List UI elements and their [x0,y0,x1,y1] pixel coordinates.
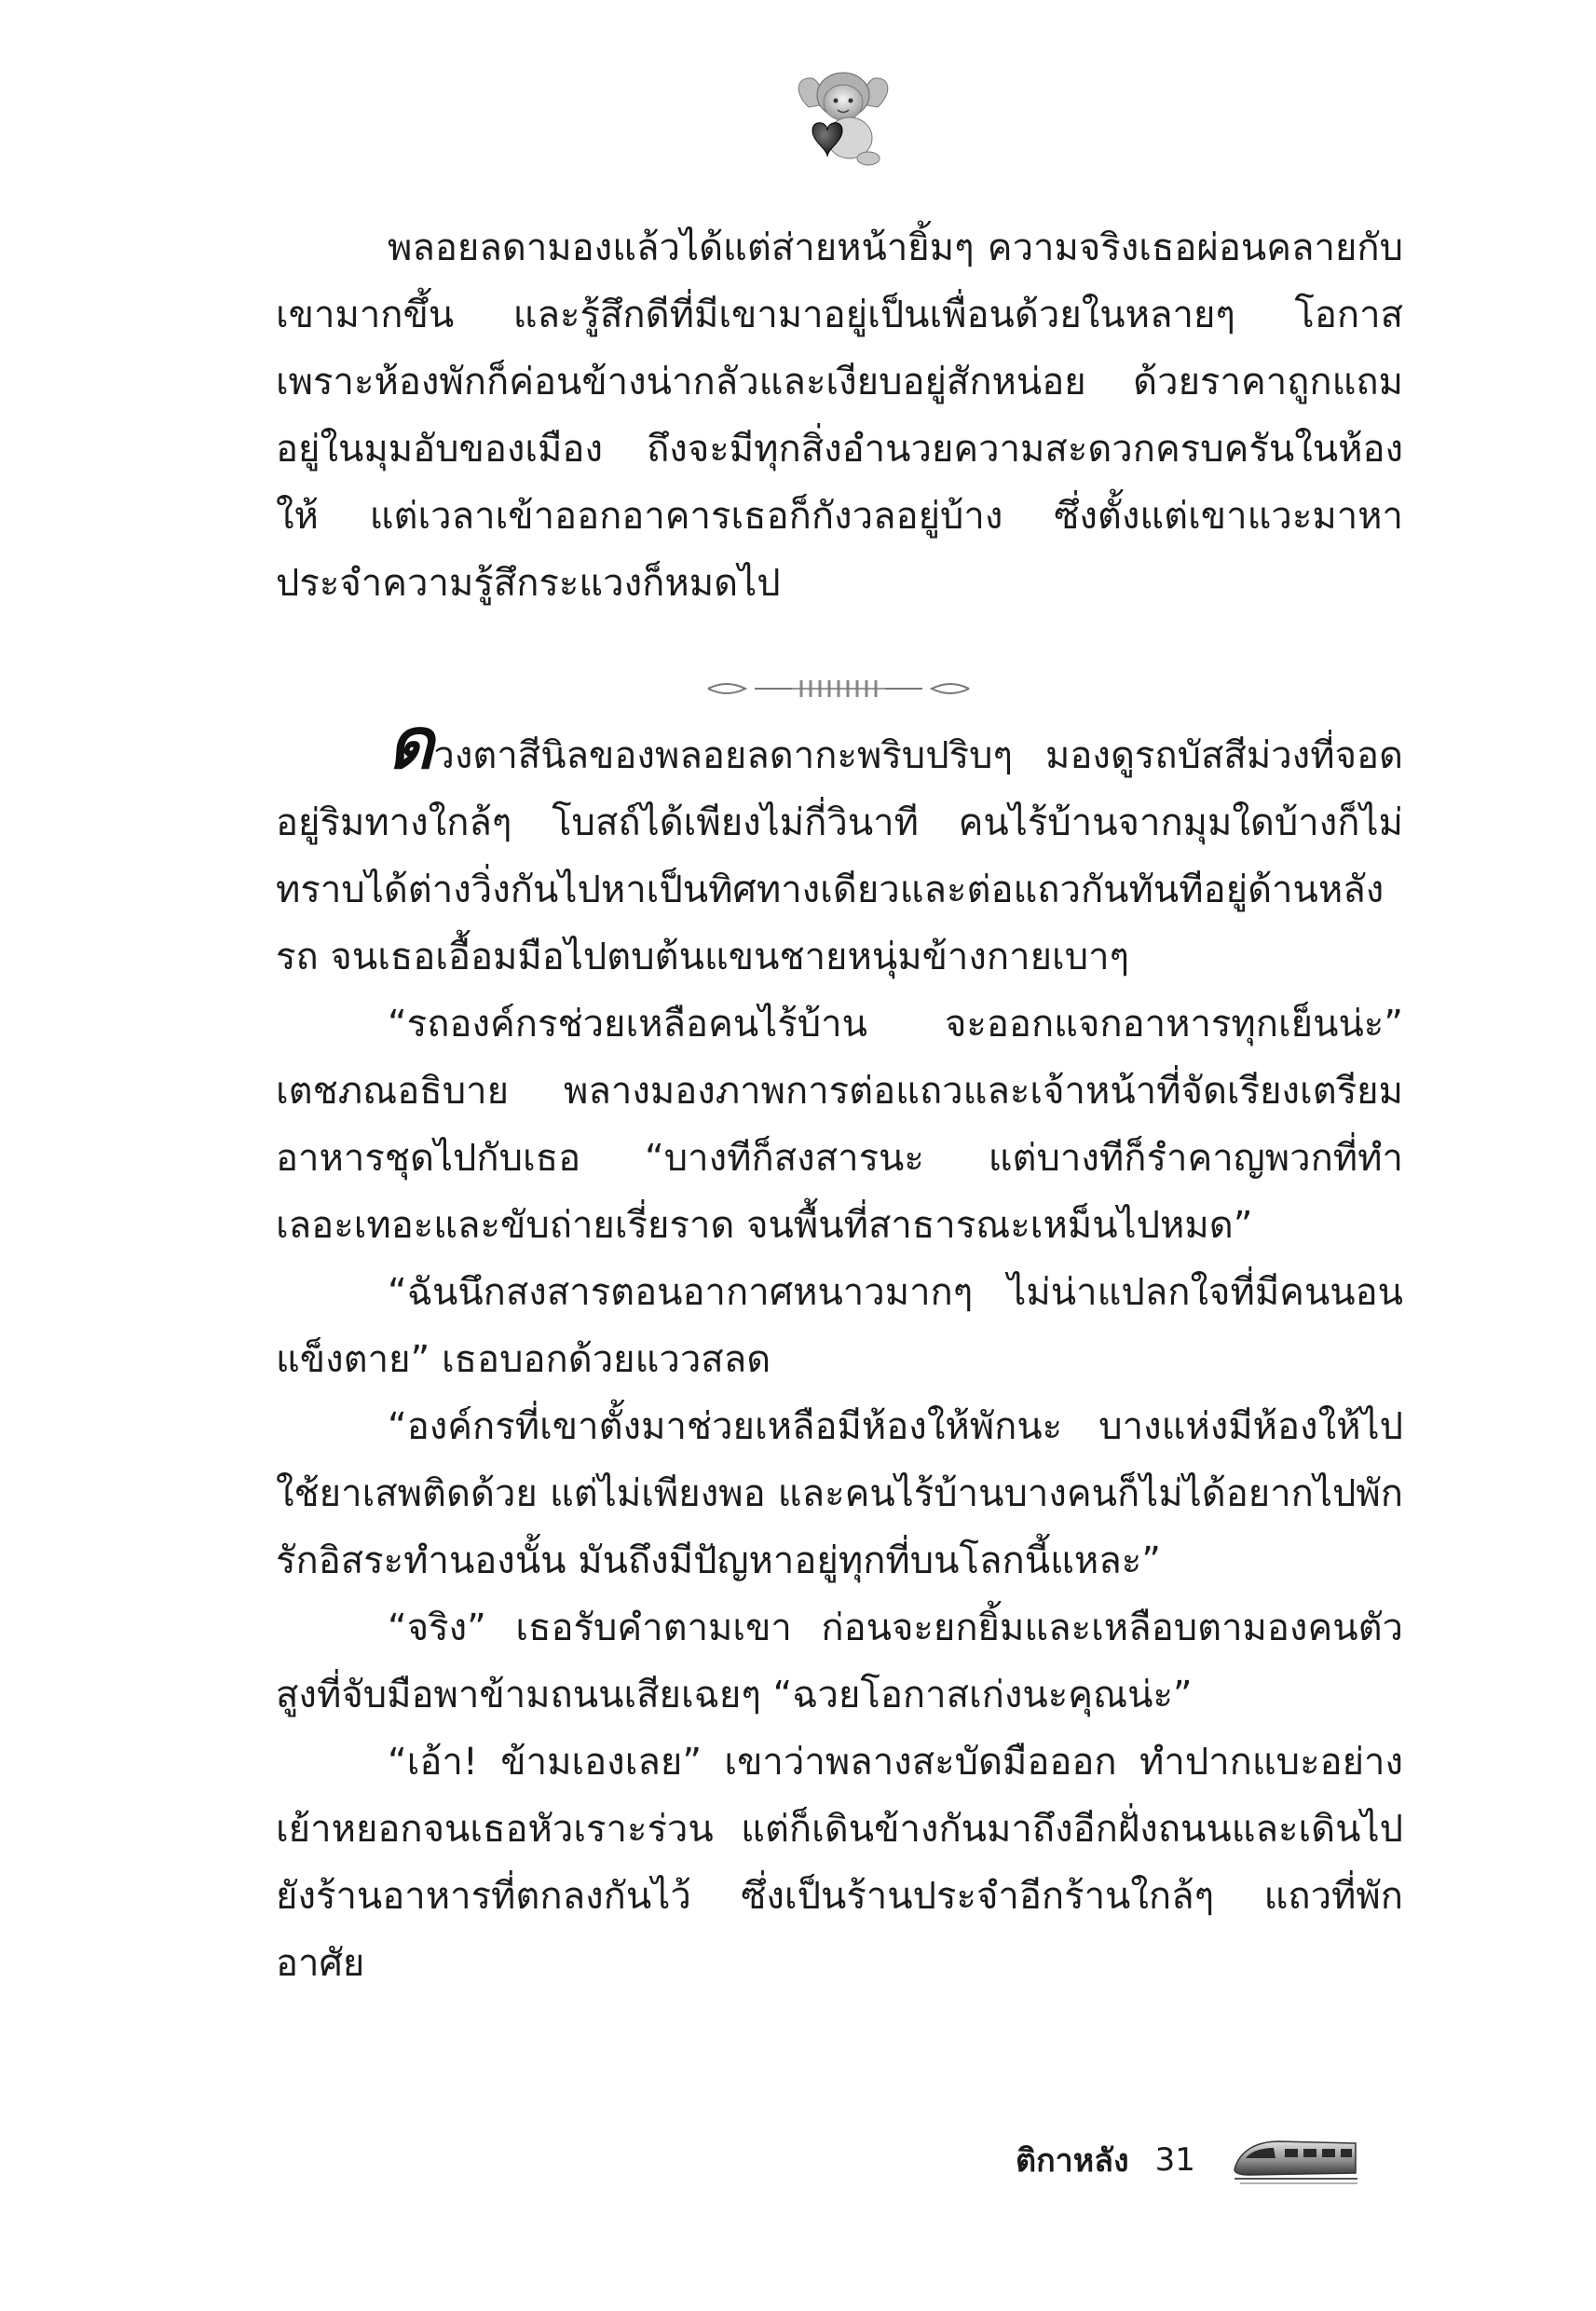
paragraph: “จริง” เธอรับคำตามเขา ก่อนจะยกยิ้มและเหลือบตามองคนตัวสูงที่จับมือพาข้ามถนนเสียเฉยๆ “ฉวยโอกาสเก่งนะคุณน่ะ” [276,1607,1403,1716]
page-number: 31 [1154,2141,1195,2179]
section-2 [276,702,1403,1997]
opening-paragraph [276,702,1403,991]
paragraph: “ฉันนึกสงสารตอนอากาศหนาวมากๆ ไม่น่าแปลกใจที่มีคนนอนแข็งตาย” เธอบอกด้วยแววสลด [276,1271,1403,1381]
opening-paragraph-text: วงตาสีนิลของพลอยลดากะพริบปริบๆ มองดูรถบัสสีม่วงที่จอดอยู่ริมทางใกล้ๆ โบสถ์ได้เพียงไม่กี่วินาที คนไร้บ้านจากมุมใดบ้างก็ไม่ทราบได้ต่างวิ่งกันไปหาเป็นทิศทางเดียวและต่อแถวกันทันทีอยู่ด้านหลังรถ จนเธอเอื้อมมือไปตบต้นแขนชายหนุ่มข้างกายเบาๆ [276,734,1403,978]
section-1 [276,214,1403,617]
floral-divider-icon [699,675,978,703]
paragraph: “รถองค์กรช่วยเหลือคนไร้บ้าน จะออกแจกอาหารทุกเย็นน่ะ” เตชภณอธิบาย พลางมองภาพการต่อแถวและเจ้าหน้าที่จัดเรียงเตรียมอาหารชุดไปกับเธอ “บางทีก็สงสารนะ แต่บางทีก็รำคาญพวกที่ทำเลอะเทอะและขับถ่ายเรี่ยราด จนพื้นที่สาธารณะเหม็นไปหมด” [276,1003,1403,1247]
book-title: ติกาหลัง [1016,2142,1129,2180]
paragraph: “เอ้า! ข้ามเองเลย” เขาว่าพลางสะบัดมือออก ทำปากแบะอย่างเย้าหยอกจนเธอหัวเราะร่วน แต่ก็เดินข้างกันมาถึงอีกฝั่งถนนและเดินไปยังร้านอาหารที่ตกลงกันไว้ ซึ่งเป็นร้านประจำอีกร้านใกล้ๆ แถวที่พักอาศัย [276,1741,1403,1985]
train-icon [1231,2132,1361,2188]
paragraph: “องค์กรที่เขาตั้งมาช่วยเหลือมีห้องให้พักนะ บางแห่งมีห้องให้ไปใช้ยาเสพติดด้วย แต่ไม่เพียงพอ และคนไร้บ้านบางคนก็ไม่ได้อยากไปพัก รักอิสระทำนองนั้น มันถึงมีปัญหาอยู่ทุกที่บนโลกนี้แหละ” [276,1405,1403,1582]
cherub-heart-icon [792,65,894,177]
paragraph: พลอยลดามองแล้วได้แต่ส่ายหน้ายิ้มๆ ความจริงเธอผ่อนคลายกับเขามากขึ้น และรู้สึกดีที่มีเขามาอยู่เป็นเพื่อนด้วยในหลายๆ โอกาส เพราะห้องพักก็ค่อนข้างน่ากลัวและเงียบอยู่สักหน่อย ด้วยราคาถูกแถมอยู่ในมุมอับของเมือง ถึงจะมีทุกสิ่งอำนวยความสะดวกครบครันในห้องให้ แต่เวลาเข้าออกอาคารเธอก็กังวลอยู่บ้าง ซึ่งตั้งแต่เขาแวะมาหาประจำความรู้สึกระแวงก็หมดไป [276,226,1403,605]
drop-cap: ด [388,702,434,785]
page-footer [1016,2132,1361,2188]
